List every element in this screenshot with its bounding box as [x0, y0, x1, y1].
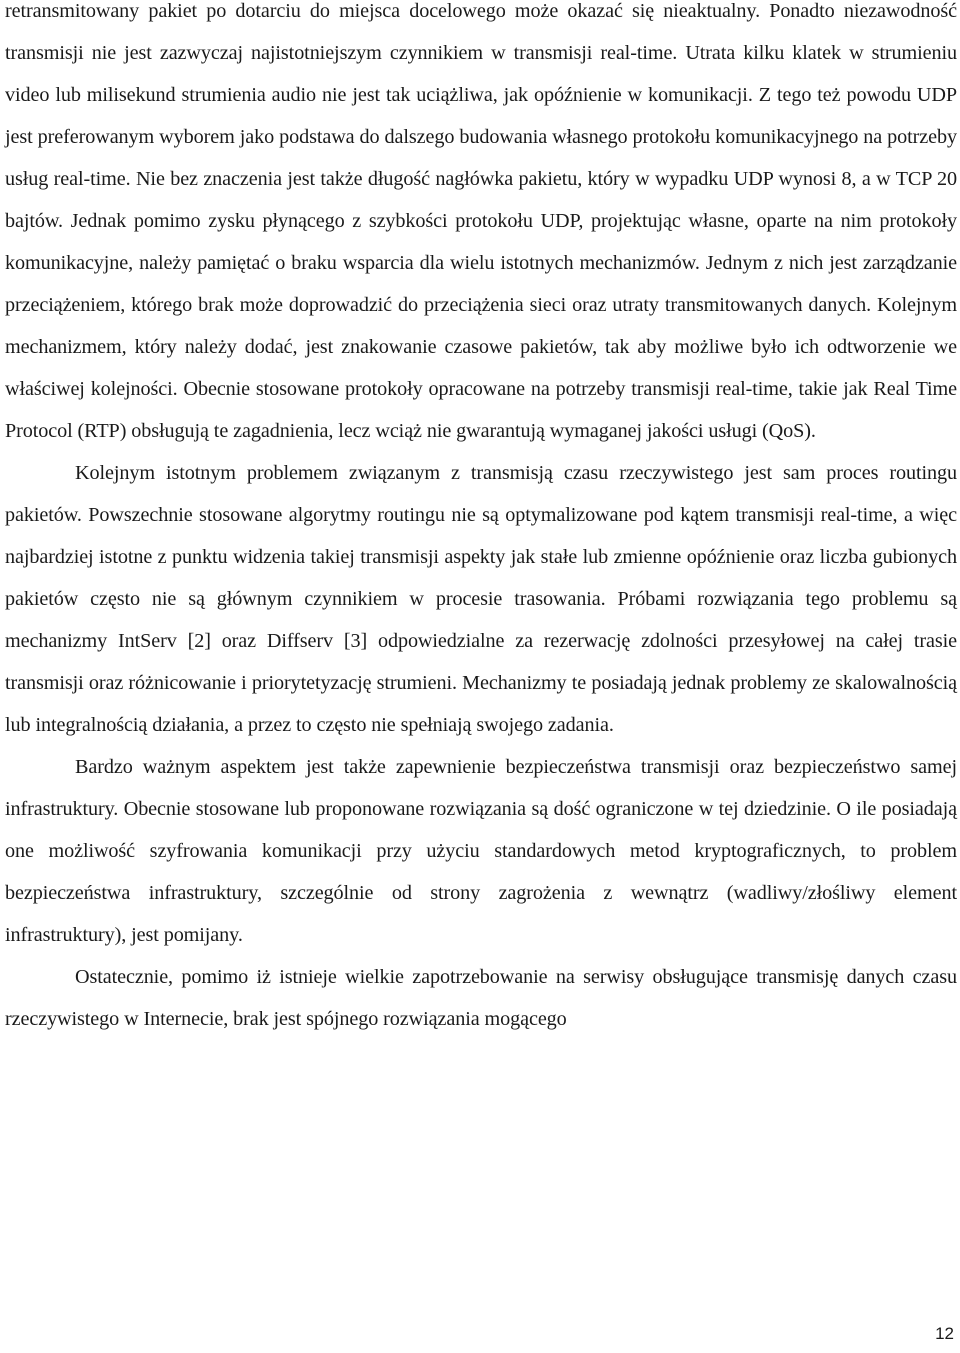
paragraph-conclusion: Ostatecznie, pomimo iż istnieje wielkie zapotrzebowanie na serwisy obsługujące transmisję danych czasu rzeczywistego w Internecie, brak jest spójnego rozwiązania mogącego — [5, 966, 957, 1030]
paragraph-continuation: retransmitowany pakiet po dotarciu do miejsca docelowego może okazać się nieaktualny. Ponadto niezawodność transmisji nie jest zazwyczaj najistotniejszym czynnikiem w transmisji real-time. Utrata kilku klatek w strumieniu video lub milisekund strumienia audio nie jest tak uciążliwa, jak opóźnienie w komunikacji. Z tego też powodu UDP jest preferowanym wyborem jako podstawa do dalszego budowania własnego protokołu komunikacyjnego na potrzeby usług real-time. Nie bez znaczenia jest także długość nagłówka pakietu, który w wypadku UDP wynosi 8, a w TCP 20 bajtów. Jednak pomimo zysku płynącego z szybkości protokołu UDP, projektując własne, oparte na nim protokoły komunikacyjne, należy pamiętać o braku wsparcia dla wielu istotnych mechanizmów. Jednym z nich jest zarządzanie przeciążeniem, którego brak może doprowadzić do przeciążenia sieci oraz utraty transmitowanych danych. Kolejnym mechanizmem, który należy dodać, jest znakowanie czasowe pakietów, tak aby możliwe było ich odtworzenie we właściwej kolejności. Obecnie stosowane protokoły opracowane na potrzeby transmisji real-time, takie jak Real Time Protocol (RTP) obsługują te zagadnienia, lecz wciąż nie gwarantują wymaganej jakości usługi (QoS). — [5, 0, 957, 442]
paragraph-routing: Kolejnym istotnym problemem związanym z transmisją czasu rzeczywistego jest sam proces routingu pakietów. Powszechnie stosowane algorytmy routingu nie są optymalizowane pod kątem transmisji real-time, a więc najbardziej istotne z punktu widzenia takiej transmisji aspekty jak stałe lub zmienne opóźnienie oraz liczba gubionych pakietów często nie są głównym czynnikiem w procesie trasowania. Próbami rozwiązania tego problemu są mechanizmy IntServ [2] oraz Diffserv [3] odpowiedzialne za rezerwację zdolności przesyłowej na całej trasie transmisji oraz różnicowanie i priorytetyzację strumieni. Mechanizmy te posiadają jednak problemy ze skalowalnością lub integralnością działania, a przez to często nie spełniają swojego zadania. — [5, 462, 957, 736]
paragraph-security: Bardzo ważnym aspektem jest także zapewnienie bezpieczeństwa transmisji oraz bezpieczeństwo samej infrastruktury. Obecnie stosowane lub proponowane rozwiązania są dość ograniczone w tej dziedzinie. O ile posiadają one możliwość szyfrowania komunikacji przy użyciu standardowych metod kryptograficznych, to problem bezpieczeństwa infrastruktury, szczególnie od strony zagrożenia z wewnątrz (wadliwy/złośliwy element infrastruktury), jest pomijany. — [5, 756, 957, 946]
document-body — [5, 0, 957, 1040]
page-number: 12 — [935, 1324, 954, 1343]
